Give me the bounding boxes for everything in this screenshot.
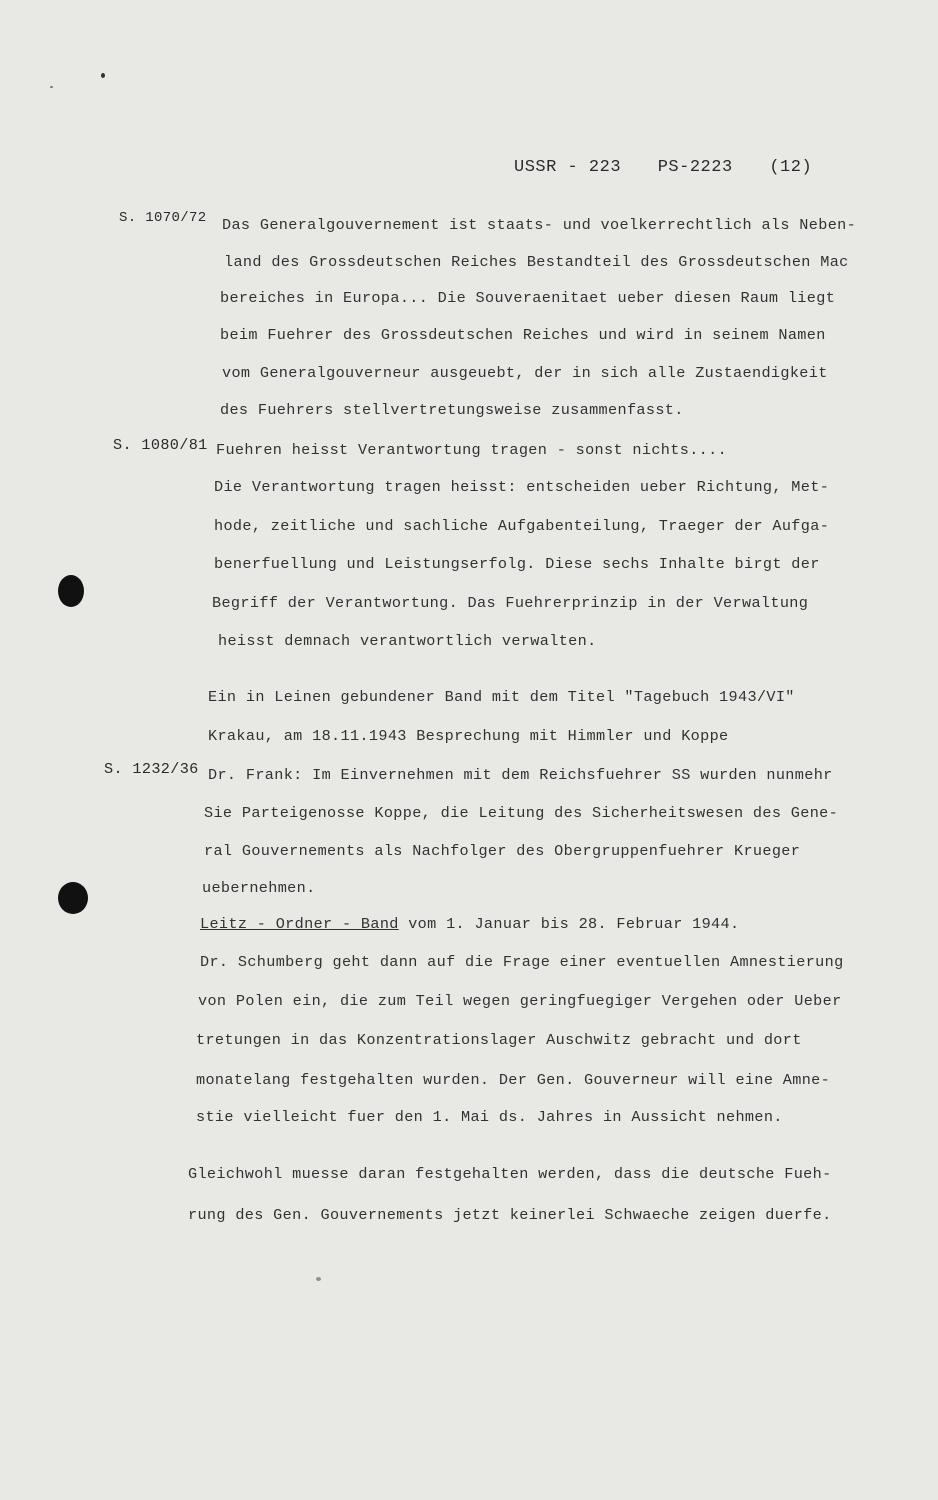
section1-line: bereiches in Europa... Die Souveraenitaet ueber diesen Raum liegt <box>220 289 836 307</box>
leitz-line: von Polen ein, die zum Teil wegen geringfuegiger Vergehen oder Ueber <box>198 992 842 1010</box>
section3-line: Sie Parteigenosse Koppe, die Leitung des Sicherheitswesen des Gene- <box>204 804 839 822</box>
header-ps: PS-2223 <box>657 158 733 177</box>
header-ussr: USSR - 223 <box>514 158 622 177</box>
section2-line: Begriff der Verantwortung. Das Fuehrerprinzip in der Verwaltung <box>212 594 809 612</box>
section1-line: des Fuehrers stellvertretungsweise zusammenfasst. <box>220 401 684 419</box>
punch-hole <box>58 882 88 914</box>
leitz-line: tretungen in das Konzentrationslager Auschwitz gebracht und dort <box>196 1031 802 1049</box>
leitz-line: rung des Gen. Gouvernements jetzt keinerlei Schwaeche zeigen duerfe. <box>188 1206 832 1224</box>
section2-ref: S. 1080/81 <box>113 436 208 454</box>
leitz-line: Gleichwohl muesse daran festgehalten werden, dass die deutsche Fueh- <box>188 1165 832 1183</box>
document-header <box>514 158 812 177</box>
section2-line: hode, zeitliche und sachliche Aufgabenteilung, Traeger der Aufga- <box>214 517 830 535</box>
leitz-title: Leitz - Ordner - Band <box>200 915 399 933</box>
leitz-heading <box>200 915 739 933</box>
section3-line: uebernehmen. <box>202 879 316 897</box>
section1-line: land des Grossdeutschen Reiches Bestandteil des Grossdeutschen Mac <box>224 253 849 271</box>
section2-line: Fuehren heisst Verantwortung tragen - sonst nichts.... <box>216 441 728 459</box>
ink-speck <box>316 1277 321 1281</box>
section1-line: vom Generalgouverneur ausgeuebt, der in sich alle Zustaendigkeit <box>222 364 828 382</box>
section3-ref: S. 1232/36 <box>104 760 199 778</box>
header-number: (12) <box>769 158 813 177</box>
volume-line: Krakau, am 18.11.1943 Besprechung mit Himmler und Koppe <box>208 727 729 745</box>
section2-line: Die Verantwortung tragen heisst: entscheiden ueber Richtung, Met- <box>214 478 830 496</box>
punch-hole <box>58 575 84 607</box>
section1-line: Das Generalgouvernement ist staats- und voelkerrechtlich als Neben- <box>222 216 857 234</box>
section2-line: heisst demnach verantwortlich verwalten. <box>218 632 597 650</box>
section2-line: benerfuellung und Leistungserfolg. Diese sechs Inhalte birgt der <box>214 555 820 573</box>
ink-speck <box>101 73 105 78</box>
leitz-line: stie vielleicht fuer den 1. Mai ds. Jahres in Aussicht nehmen. <box>196 1108 783 1126</box>
section3-line: ral Gouvernements als Nachfolger des Obergruppenfuehrer Krueger <box>204 842 801 860</box>
section1-line: beim Fuehrer des Grossdeutschen Reiches und wird in seinem Namen <box>220 326 826 344</box>
section1-ref: S. 1070/72 <box>119 210 207 226</box>
ink-speck <box>50 86 53 88</box>
section3-line: Dr. Frank: Im Einvernehmen mit dem Reichsfuehrer SS wurden nunmehr <box>208 766 833 784</box>
leitz-line: monatelang festgehalten wurden. Der Gen. Gouverneur will eine Amne- <box>196 1071 831 1089</box>
leitz-dates: vom 1. Januar bis 28. Februar 1944. <box>398 915 740 933</box>
volume-line: Ein in Leinen gebundener Band mit dem Titel "Tagebuch 1943/VI" <box>208 688 795 706</box>
leitz-line: Dr. Schumberg geht dann auf die Frage einer eventuellen Amnestierung <box>200 953 844 971</box>
